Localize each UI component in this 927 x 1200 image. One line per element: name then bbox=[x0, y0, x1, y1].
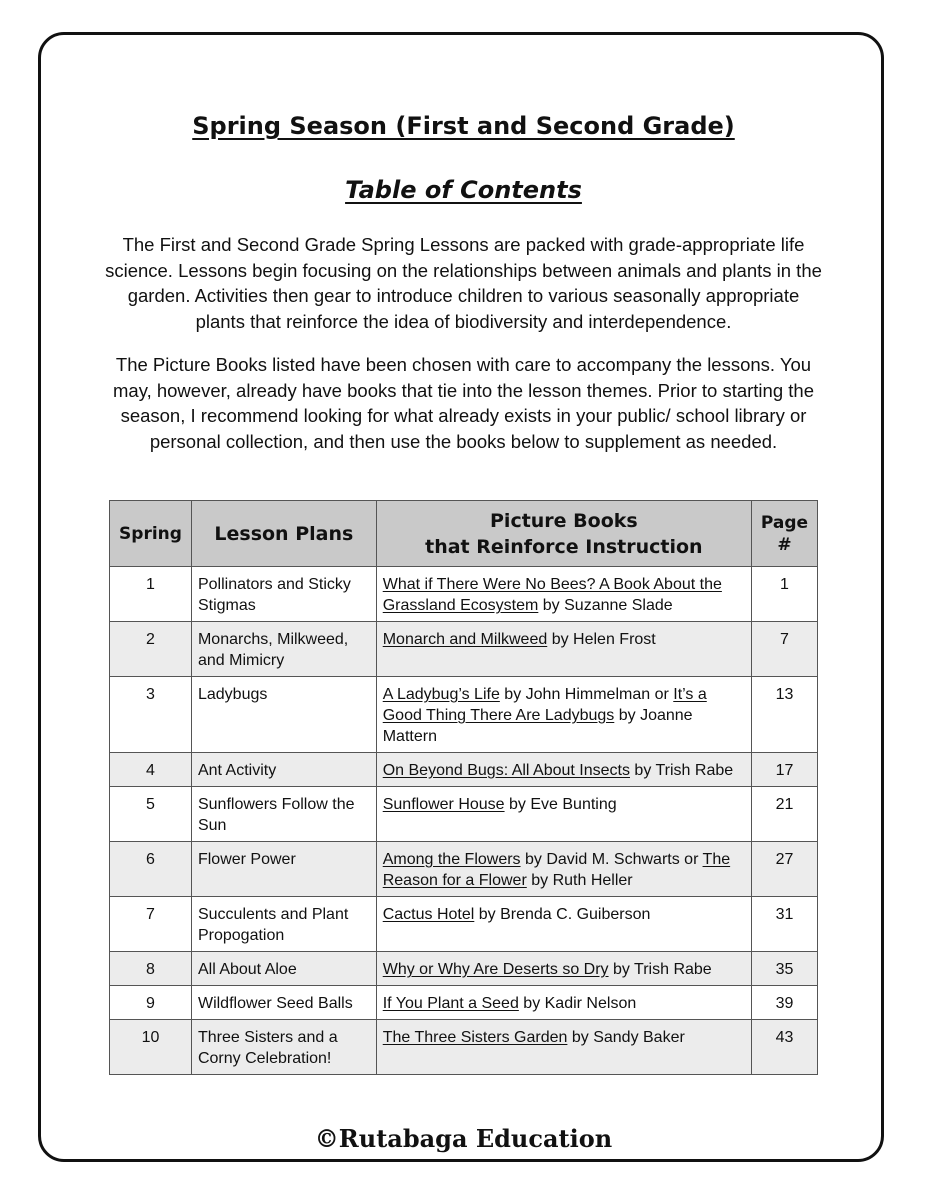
table-row bbox=[110, 622, 818, 677]
book-title: Cactus Hotel bbox=[382, 906, 475, 923]
book-author-alt: by Ruth Heller bbox=[526, 872, 633, 889]
lesson-number: 5 bbox=[110, 787, 192, 842]
book-title-alt: It’s a Good Thing There Are Ladybugs bbox=[382, 686, 707, 724]
table-row bbox=[110, 753, 818, 787]
book-title: On Beyond Bugs: All About Insects bbox=[382, 762, 630, 779]
header-picture-books-line1: Picture Books bbox=[490, 509, 638, 532]
header-page-line1: Page bbox=[760, 512, 809, 533]
book-cell bbox=[376, 787, 751, 842]
header-picture-books-line2: that Reinforce Instruction bbox=[425, 535, 703, 558]
header-page-line2: # bbox=[777, 534, 792, 555]
lesson-title: Pollinators and Sticky Stigmas bbox=[191, 567, 376, 622]
lesson-title: All About Aloe bbox=[191, 952, 376, 986]
book-cell bbox=[376, 952, 751, 986]
header-lesson-plans: Lesson Plans bbox=[191, 501, 376, 567]
page-number: 21 bbox=[752, 787, 818, 842]
lesson-title: Sunflowers Follow the Sun bbox=[191, 787, 376, 842]
book-cell bbox=[376, 1020, 751, 1075]
lesson-title: Succulents and Plant Propogation bbox=[191, 897, 376, 952]
book-author: by Trish Rabe bbox=[608, 961, 712, 978]
header-picture-books bbox=[376, 501, 751, 567]
lesson-title: Ladybugs bbox=[191, 677, 376, 753]
table-row bbox=[110, 1020, 818, 1075]
book-connector: or bbox=[650, 686, 674, 703]
book-cell bbox=[376, 677, 751, 753]
table-row bbox=[110, 677, 818, 753]
book-title: If You Plant a Seed bbox=[382, 995, 519, 1012]
page-number: 13 bbox=[752, 677, 818, 753]
book-cell bbox=[376, 753, 751, 787]
lesson-title: Monarchs, Milkweed, and Mimicry bbox=[191, 622, 376, 677]
table-row bbox=[110, 567, 818, 622]
page-number: 31 bbox=[752, 897, 818, 952]
page-number: 39 bbox=[752, 986, 818, 1020]
book-cell bbox=[376, 842, 751, 897]
book-author: by Brenda C. Guiberson bbox=[474, 906, 651, 923]
book-title: A Ladybug’s Life bbox=[382, 686, 500, 703]
lesson-number: 7 bbox=[110, 897, 192, 952]
header-spring: Spring bbox=[110, 501, 192, 567]
page-number: 27 bbox=[752, 842, 818, 897]
lesson-number: 9 bbox=[110, 986, 192, 1020]
page-subtitle: Table of Contents bbox=[345, 176, 582, 204]
page-number: 43 bbox=[752, 1020, 818, 1075]
book-author: by John Himmelman bbox=[499, 686, 651, 703]
page-number: 1 bbox=[752, 567, 818, 622]
table-row bbox=[110, 897, 818, 952]
table-row bbox=[110, 787, 818, 842]
contents-table bbox=[109, 500, 818, 1075]
lesson-title: Flower Power bbox=[191, 842, 376, 897]
book-cell bbox=[376, 986, 751, 1020]
page-title: Spring Season (First and Second Grade) bbox=[192, 112, 735, 140]
book-author: by Sandy Baker bbox=[567, 1029, 685, 1046]
book-cell bbox=[376, 897, 751, 952]
book-title: What if There Were No Bees? A Book About the Grassland Ecosystem bbox=[382, 576, 722, 614]
lesson-number: 6 bbox=[110, 842, 192, 897]
header-page bbox=[752, 501, 818, 567]
book-author: by Trish Rabe bbox=[629, 762, 734, 779]
page-number: 17 bbox=[752, 753, 818, 787]
book-author: by Helen Frost bbox=[547, 631, 656, 648]
book-title: Monarch and Milkweed bbox=[382, 631, 548, 648]
intro-paragraph-2: The Picture Books listed have been chosen with care to accompany the lessons. You may, however, already have books that tie into the lesson themes. Prior to starting the season, I recommend looking for what already exists in your public/ school library or personal collection, and then use the books below to supplement as needed. bbox=[113, 354, 814, 452]
book-cell bbox=[376, 567, 751, 622]
book-title: Sunflower House bbox=[382, 796, 505, 813]
book-connector: or bbox=[679, 851, 703, 868]
lesson-number: 4 bbox=[110, 753, 192, 787]
table-row bbox=[110, 986, 818, 1020]
book-cell bbox=[376, 622, 751, 677]
book-title-alt: The Reason for a Flower bbox=[382, 851, 731, 889]
page-number: 35 bbox=[752, 952, 818, 986]
lesson-title: Ant Activity bbox=[191, 753, 376, 787]
table-body bbox=[110, 567, 818, 1075]
lesson-number: 8 bbox=[110, 952, 192, 986]
book-title: The Three Sisters Garden bbox=[382, 1029, 568, 1046]
book-author: by Suzanne Slade bbox=[538, 597, 673, 614]
book-title: Why or Why Are Deserts so Dry bbox=[382, 961, 609, 978]
lesson-number: 3 bbox=[110, 677, 192, 753]
table-row bbox=[110, 952, 818, 986]
table-header-row bbox=[110, 501, 818, 567]
lesson-number: 10 bbox=[110, 1020, 192, 1075]
book-title: Among the Flowers bbox=[382, 851, 521, 868]
book-author: by Kadir Nelson bbox=[518, 995, 637, 1012]
copyright-footer: ©Rutabaga Education bbox=[314, 1124, 613, 1153]
table-row bbox=[110, 842, 818, 897]
book-author: by Eve Bunting bbox=[504, 796, 617, 813]
book-author-alt: by Joanne Mattern bbox=[382, 707, 693, 745]
page-number: 7 bbox=[752, 622, 818, 677]
lesson-title: Three Sisters and a Corny Celebration! bbox=[191, 1020, 376, 1075]
lesson-title: Wildflower Seed Balls bbox=[191, 986, 376, 1020]
book-author: by David M. Schwarts bbox=[520, 851, 680, 868]
lesson-number: 1 bbox=[110, 567, 192, 622]
intro-paragraph-1: The First and Second Grade Spring Lessons are packed with grade-appropriate life science. Lessons begin focusing on the relationships between animals and plants in the garden. Activities then gear to introduce children to various seasonally appropriate plants that reinforce the idea of biodiversity and interdependence. bbox=[105, 234, 822, 332]
lesson-number: 2 bbox=[110, 622, 192, 677]
